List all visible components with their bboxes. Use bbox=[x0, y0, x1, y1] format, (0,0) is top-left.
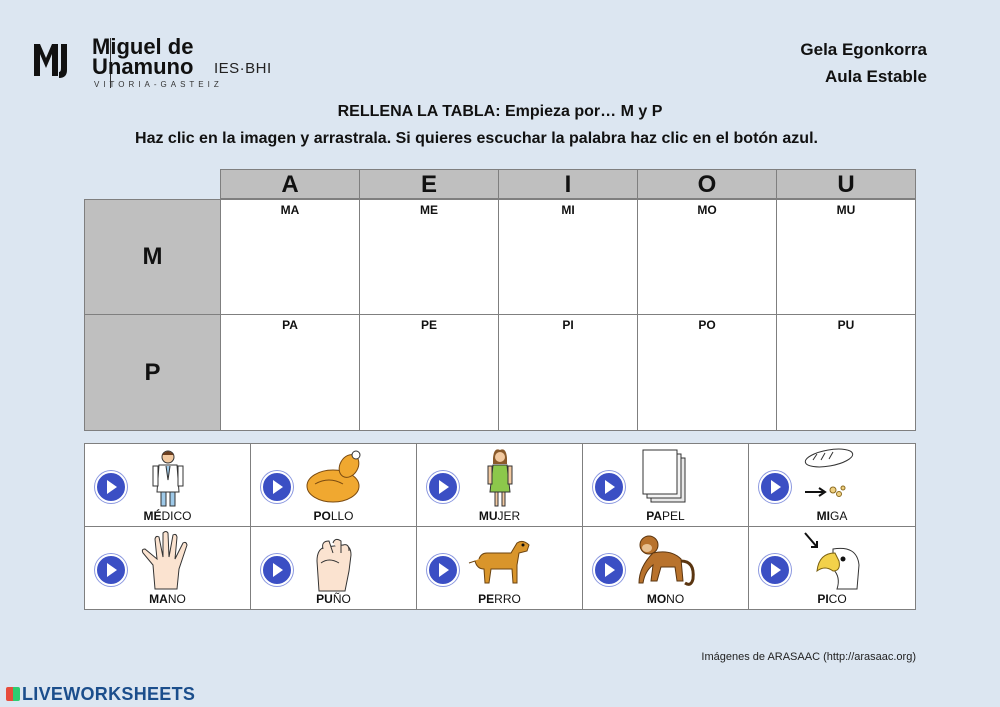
liveworksheets-logo[interactable] bbox=[6, 684, 195, 705]
play-audio-button[interactable] bbox=[95, 554, 127, 586]
row-header-m: M bbox=[84, 199, 221, 315]
play-audio-button[interactable] bbox=[427, 554, 459, 586]
classroom-label-spanish: Aula Estable bbox=[824, 67, 927, 86]
drop-zone-pe[interactable] bbox=[360, 315, 499, 431]
school-logo-icon bbox=[32, 36, 72, 80]
card-pollo[interactable] bbox=[251, 444, 417, 527]
card-papel[interactable] bbox=[583, 444, 749, 527]
card-word: PERRO bbox=[478, 592, 521, 606]
drop-zone-po[interactable] bbox=[638, 315, 777, 431]
monkey-icon bbox=[631, 531, 701, 593]
play-audio-button[interactable] bbox=[427, 471, 459, 503]
card-pico[interactable] bbox=[749, 527, 915, 610]
vowel-header-i: I bbox=[499, 169, 638, 199]
liveworksheets-brand: LIVEWORKSHEETS bbox=[22, 684, 196, 704]
play-audio-button[interactable] bbox=[261, 471, 293, 503]
card-word: MONO bbox=[646, 592, 685, 606]
vowel-header-o: O bbox=[638, 169, 777, 199]
card-word: PAPEL bbox=[646, 508, 685, 523]
school-suffix: IES·BHI bbox=[214, 60, 272, 77]
vowel-header-a: A bbox=[220, 169, 360, 199]
classroom-label-basque: Gela Egonkorra bbox=[800, 40, 927, 59]
vowel-header-row bbox=[220, 169, 916, 199]
card-perro[interactable] bbox=[417, 527, 583, 610]
drop-zone-pu[interactable] bbox=[777, 315, 916, 431]
card-word: MANO bbox=[149, 592, 186, 606]
school-logo bbox=[32, 34, 302, 94]
syllable-label: PI bbox=[562, 318, 574, 332]
vowel-header-u: U bbox=[777, 169, 916, 199]
woman-icon bbox=[465, 448, 535, 510]
classroom-label bbox=[800, 36, 927, 90]
card-word: POLLO bbox=[313, 508, 354, 523]
crumb-icon bbox=[797, 448, 867, 510]
drop-zone-pa[interactable] bbox=[221, 315, 360, 431]
school-city: VITORIA-GASTEIZ bbox=[94, 80, 223, 89]
syllable-label: PU bbox=[837, 318, 855, 332]
syllable-label: MO bbox=[697, 203, 717, 217]
syllable-label: PE bbox=[420, 318, 437, 332]
syllable-label: MA bbox=[280, 203, 300, 217]
play-audio-button[interactable] bbox=[593, 554, 625, 586]
vowel-header-e: E bbox=[360, 169, 499, 199]
school-name-line1: Miguel de bbox=[92, 34, 194, 59]
syllable-label: ME bbox=[420, 203, 438, 217]
card-miga[interactable] bbox=[749, 444, 915, 527]
card-word: PICO bbox=[817, 592, 847, 606]
dog-icon bbox=[465, 531, 535, 593]
fist-icon bbox=[299, 531, 369, 593]
play-audio-button[interactable] bbox=[593, 471, 625, 503]
drop-zone-mi[interactable] bbox=[499, 199, 638, 315]
drop-zone-ma[interactable] bbox=[221, 199, 360, 315]
card-word: MUJER bbox=[478, 508, 521, 523]
card-mano[interactable] bbox=[85, 527, 251, 610]
play-audio-button[interactable] bbox=[95, 471, 127, 503]
drop-zone-pi[interactable] bbox=[499, 315, 638, 431]
row-header-p: P bbox=[84, 315, 221, 431]
play-audio-button[interactable] bbox=[759, 554, 791, 586]
roast-chicken-icon bbox=[299, 448, 369, 510]
image-credit: Imágenes de ARASAAC (http://arasaac.org) bbox=[701, 651, 916, 663]
card-puno[interactable] bbox=[251, 527, 417, 610]
card-word: MIGA bbox=[816, 508, 848, 523]
drop-zone-mu[interactable] bbox=[777, 199, 916, 315]
exercise-title: RELLENA LA TABLA: Empieza por… M y P bbox=[337, 103, 663, 120]
syllable-table bbox=[84, 199, 916, 431]
syllable-label: MU bbox=[836, 203, 856, 217]
hand-icon bbox=[133, 531, 203, 593]
table-row-m bbox=[84, 199, 916, 315]
doctor-icon bbox=[133, 448, 203, 510]
play-audio-button[interactable] bbox=[759, 471, 791, 503]
exercise-instructions: Haz clic en la imagen y arrastrala. Si quieres escuchar la palabra haz clic en el botón azul. bbox=[135, 130, 818, 147]
paper-icon bbox=[631, 448, 701, 510]
syllable-label: PA bbox=[282, 318, 298, 332]
card-word: MÉDICO bbox=[143, 508, 192, 523]
card-word: PUÑO bbox=[316, 592, 351, 606]
card-mujer[interactable] bbox=[417, 444, 583, 527]
drop-zone-mo[interactable] bbox=[638, 199, 777, 315]
card-medico[interactable] bbox=[85, 444, 251, 527]
table-row-p bbox=[84, 315, 916, 431]
school-name-line2: Unamuno bbox=[92, 54, 194, 79]
card-mono[interactable] bbox=[583, 527, 749, 610]
syllable-label: PO bbox=[698, 318, 716, 332]
draggable-cards bbox=[84, 443, 916, 610]
beak-icon bbox=[797, 531, 867, 593]
syllable-label: MI bbox=[561, 203, 575, 217]
liveworksheets-icon bbox=[6, 687, 20, 701]
play-audio-button[interactable] bbox=[261, 554, 293, 586]
drop-zone-me[interactable] bbox=[360, 199, 499, 315]
